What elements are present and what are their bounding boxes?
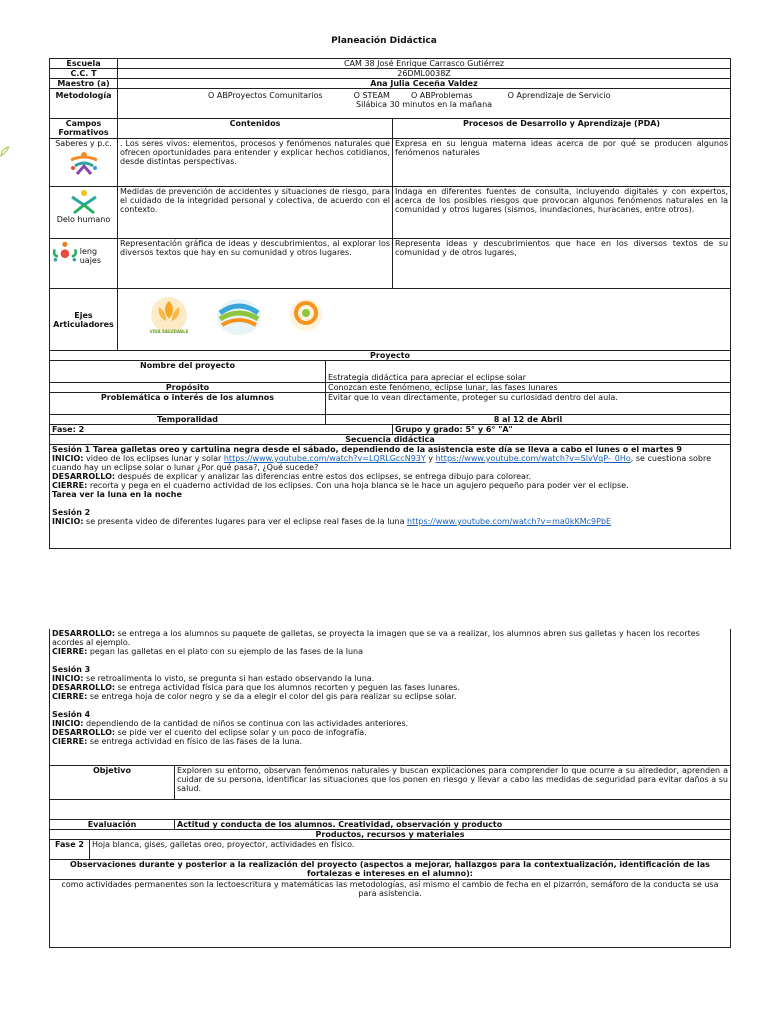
- s3-inicio: se retroalimenta lo visto, se pregunta si han estado observando la luna.: [83, 674, 375, 683]
- secuencia-page-1: [50, 445, 731, 549]
- saberes-figure-icon: [67, 150, 101, 176]
- metodologia-options: [118, 89, 731, 119]
- campo-saberes-label: Saberes y p.c.: [55, 139, 112, 148]
- proyecto-header: Proyecto: [50, 351, 731, 361]
- proposito-label: Propósito: [50, 383, 326, 393]
- s1-inicio-label: INICIO:: [52, 454, 84, 463]
- metodologia-label: Metodología: [50, 89, 118, 119]
- s4-cierre-label: CIERRE:: [52, 737, 88, 746]
- pensamiento-critico-logo-icon: [286, 295, 326, 339]
- interculturalidad-logo-icon: [214, 295, 264, 339]
- ejes-label: Ejes Articuladores: [50, 289, 118, 351]
- metodologia-option-3: O ABProblemas: [410, 91, 473, 100]
- lenguajes-figure-icon: [52, 239, 78, 265]
- s1-desarrollo-label: DESARROLLO:: [52, 472, 116, 481]
- ejes-logos: [118, 289, 731, 351]
- s1-inicio-a: video de los eclipses lunar y solar: [83, 454, 224, 463]
- productos-fase-label: Fase 2: [50, 839, 90, 859]
- s3-desarrollo: se entrega actividad física para que los alumnos recorten y peguen las fases lunares.: [115, 683, 460, 692]
- escuela-label: Escuela: [50, 59, 118, 69]
- s2-desarrollo-label: DESARROLLO:: [52, 629, 116, 638]
- observaciones-text: como actividades permanentes son la lectoescritura y matemáticas las metodologías, así mismo el cambio de fecha en el pizarrón, semáforo de la conducta se usa para asistencia.: [50, 879, 731, 947]
- evaluacion-text: Actitud y conducta de los alumnos. Creatividad, observación y producto: [175, 819, 731, 829]
- s2-video-link[interactable]: https://www.youtube.com/watch?v=ma0kKMc9PbE: [407, 517, 612, 526]
- contenido-2: Medidas de prevención de accidentes y situaciones de riesgo, para el cuidado de la integridad personal y colectiva, de acuerdo con el contexto.: [118, 187, 393, 239]
- vida-saludable-logo: [146, 295, 192, 339]
- s1-desarrollo: después de explicar y analizar las diferencias entre estos dos eclipses, se entrega dibujo para colorear.: [115, 472, 532, 481]
- s2-inicio: se presenta video de diferentes lugares para ver el eclipse real fases de la luna: [83, 517, 408, 526]
- contenidos-header: Contenidos: [118, 119, 393, 139]
- nombre-proyecto-value: Estrategia didáctica para apreciar el eclipse solar: [326, 361, 731, 383]
- maestro-value: Ana Julia Ceceña Valdez: [118, 79, 731, 89]
- secuencia-page-2: [50, 629, 731, 765]
- cct-label: C.C. T: [50, 69, 118, 79]
- s3-cierre: se entrega hoja de color negro y se da a elegir el color del gis para realizar su eclipse solar.: [87, 692, 457, 701]
- fase-value: Fase: 2: [50, 425, 393, 435]
- campos-header: Campos Formativos: [50, 119, 118, 139]
- s3-inicio-label: INICIO:: [52, 674, 84, 683]
- campo-saberes: [50, 139, 118, 187]
- pda-2: Indaga en diferentes fuentes de consulta, incluyendo digitales y con expertos, acerca de los posibles riesgos que provocan algunos fenómenos naturales en la comunidad y otros lugares (sismos, inundaciones, huracanes, entre otros).: [393, 187, 731, 239]
- productos-text: Hoja blanca, gises, galletas oreo, proyector, actividades en físico.: [90, 839, 731, 859]
- metodologia-option-2: O STEAM: [353, 91, 390, 100]
- objetivo-label: Objetivo: [50, 765, 175, 799]
- s4-cierre: se entrega actividad en físico de las fases de la luna.: [87, 737, 303, 746]
- metodologia-note: Silábica 30 minutos en la mañana: [356, 100, 493, 109]
- evaluacion-label: Evaluación: [50, 819, 175, 829]
- temporalidad-label: Temporalidad: [50, 415, 326, 425]
- s2-cierre-label: CIERRE:: [52, 647, 88, 656]
- proposito-value: Conozcan este fenómeno, eclipse lunar, las fases lunares: [326, 383, 731, 393]
- s2-desarrollo: se entrega a los alumnos su paquete de galletas, se proyecta la imagen que se va a realizar, los alumnos abren sus galletas y hacen los recortes acordes al ejemplo.: [52, 629, 700, 647]
- s2-inicio-label: INICIO:: [52, 517, 84, 526]
- s3-desarrollo-label: DESARROLLO:: [52, 683, 116, 692]
- sesion-4-title: Sesión 4: [52, 710, 91, 719]
- s3-cierre-label: CIERRE:: [52, 692, 88, 701]
- temporalidad-value: 8 al 12 de Abril: [326, 415, 731, 425]
- s1-inicio-b: , se cuestiona sobre cuando hay un eclipse solar o lunar ¿Por qué pasa?, ¿Qué sucede?: [52, 454, 712, 472]
- humano-figure-icon: [69, 189, 99, 215]
- planning-table-page-2: [49, 629, 731, 948]
- s4-desarrollo-label: DESARROLLO:: [52, 728, 116, 737]
- pda-3: Representa ideas y descubrimientos que hace en los diversos textos de su comunidad y de otros lugares,: [393, 239, 731, 289]
- sesion-2-title: Sesión 2: [52, 508, 91, 517]
- cct-value: 26DML0038Z: [118, 69, 731, 79]
- problematica-value: Evitar que lo vean directamente, proteger su curiosidad dentro del aula.: [326, 393, 731, 415]
- sesion-1-title: Sesión 1 Tarea galletas oreo y cartulina negra desde el sábado, dependiendo de la asistencia este día se lleva a cabo el lunes o el martes 9: [52, 445, 682, 454]
- s1-y: y: [425, 454, 436, 463]
- s1-video-link-2[interactable]: https://www.youtube.com/watch?v=SlvVqP-_0Ho: [435, 454, 631, 463]
- s1-cierre-label: CIERRE:: [52, 481, 88, 490]
- grupo-value: Grupo y grado: 5° y 6° "A": [393, 425, 731, 435]
- pda-1: Expresa en su lengua materna ideas acerca de por qué se producen algunos fenómenos naturales: [393, 139, 731, 187]
- s4-inicio-label: INICIO:: [52, 719, 84, 728]
- contenido-3: Representación gráfica de ideas y descubrimientos, al explorar los diversos textos que hay en su comunidad y otros lugares.: [118, 239, 393, 289]
- campo-humano: [50, 187, 118, 239]
- leaf-decoration-icon: [0, 146, 10, 161]
- s4-desarrollo: se pide ver el cuento del eclipse solar y un poco de infografía.: [115, 728, 367, 737]
- objetivo-text: Exploren su entorno, observan fenómenos naturales y buscan explicaciones para comprender lo que ocurre a su alrededor, aprenden a cuidar de su persona, identificar las situaciones que los ponen en riesgo y llevar a cabo las medidas de seguridad para evitar daños a su salud.: [175, 765, 731, 799]
- campo-lenguajes-label: leng uajes: [79, 247, 102, 265]
- nombre-proyecto-label: Nombre del proyecto: [50, 361, 326, 383]
- vida-saludable-logo-text: VIDA SALUDABLE: [149, 329, 189, 334]
- contenido-1: . Los seres vivos: elementos, procesos y fenómenos naturales que ofrecen oportunidades para entender y explicar hechos cotidianos, desde distintas perspectivas.: [118, 139, 393, 187]
- metodologia-option-4: O Aprendizaje de Servicio: [507, 91, 611, 100]
- campo-humano-label: Delo humano: [56, 215, 111, 224]
- problematica-label: Problemática o interés de los alumnos: [50, 393, 326, 415]
- s2-cierre: pegan las galletas en el plato con su ejemplo de las fases de la luna: [87, 647, 364, 656]
- maestro-label: Maestro (a): [50, 79, 118, 89]
- productos-header: Productos, recursos y materiales: [50, 829, 731, 839]
- s1-cierre: recorta y pega en el cuaderno actividad de los eclipses. Con una hoja blanca se le hace un agujero pequeño para poder ver el eclipse.: [87, 481, 629, 490]
- observaciones-label: Observaciones durante y posterior a la realización del proyecto (aspectos a mejorar, hallazgos para la contextualización, identificación de las fortalezas e intereses en el alumno):: [50, 859, 731, 879]
- planning-table-page-1: [49, 58, 731, 549]
- escuela-value: CAM 38 José Enrique Carrasco Gutiérrez: [118, 59, 731, 69]
- metodologia-option-1: O ABProyectos Comunitarios: [208, 91, 323, 100]
- page-title: Planeación Didáctica: [331, 36, 437, 46]
- pda-header: Procesos de Desarrollo y Aprendizaje (PDA): [393, 119, 731, 139]
- blank-row: [50, 799, 731, 819]
- s1-video-link-1[interactable]: https://www.youtube.com/watch?v=LQRLGccN93Y: [223, 454, 426, 463]
- s4-inicio: dependiendo de la cantidad de niños se continua con las actividades anteriores.: [83, 719, 409, 728]
- secuencia-header: Secuencia didáctica: [50, 435, 731, 445]
- s1-tarea: Tarea ver la luna en la noche: [52, 490, 182, 499]
- sesion-3-title: Sesión 3: [52, 665, 91, 674]
- campo-lenguajes: [50, 239, 118, 289]
